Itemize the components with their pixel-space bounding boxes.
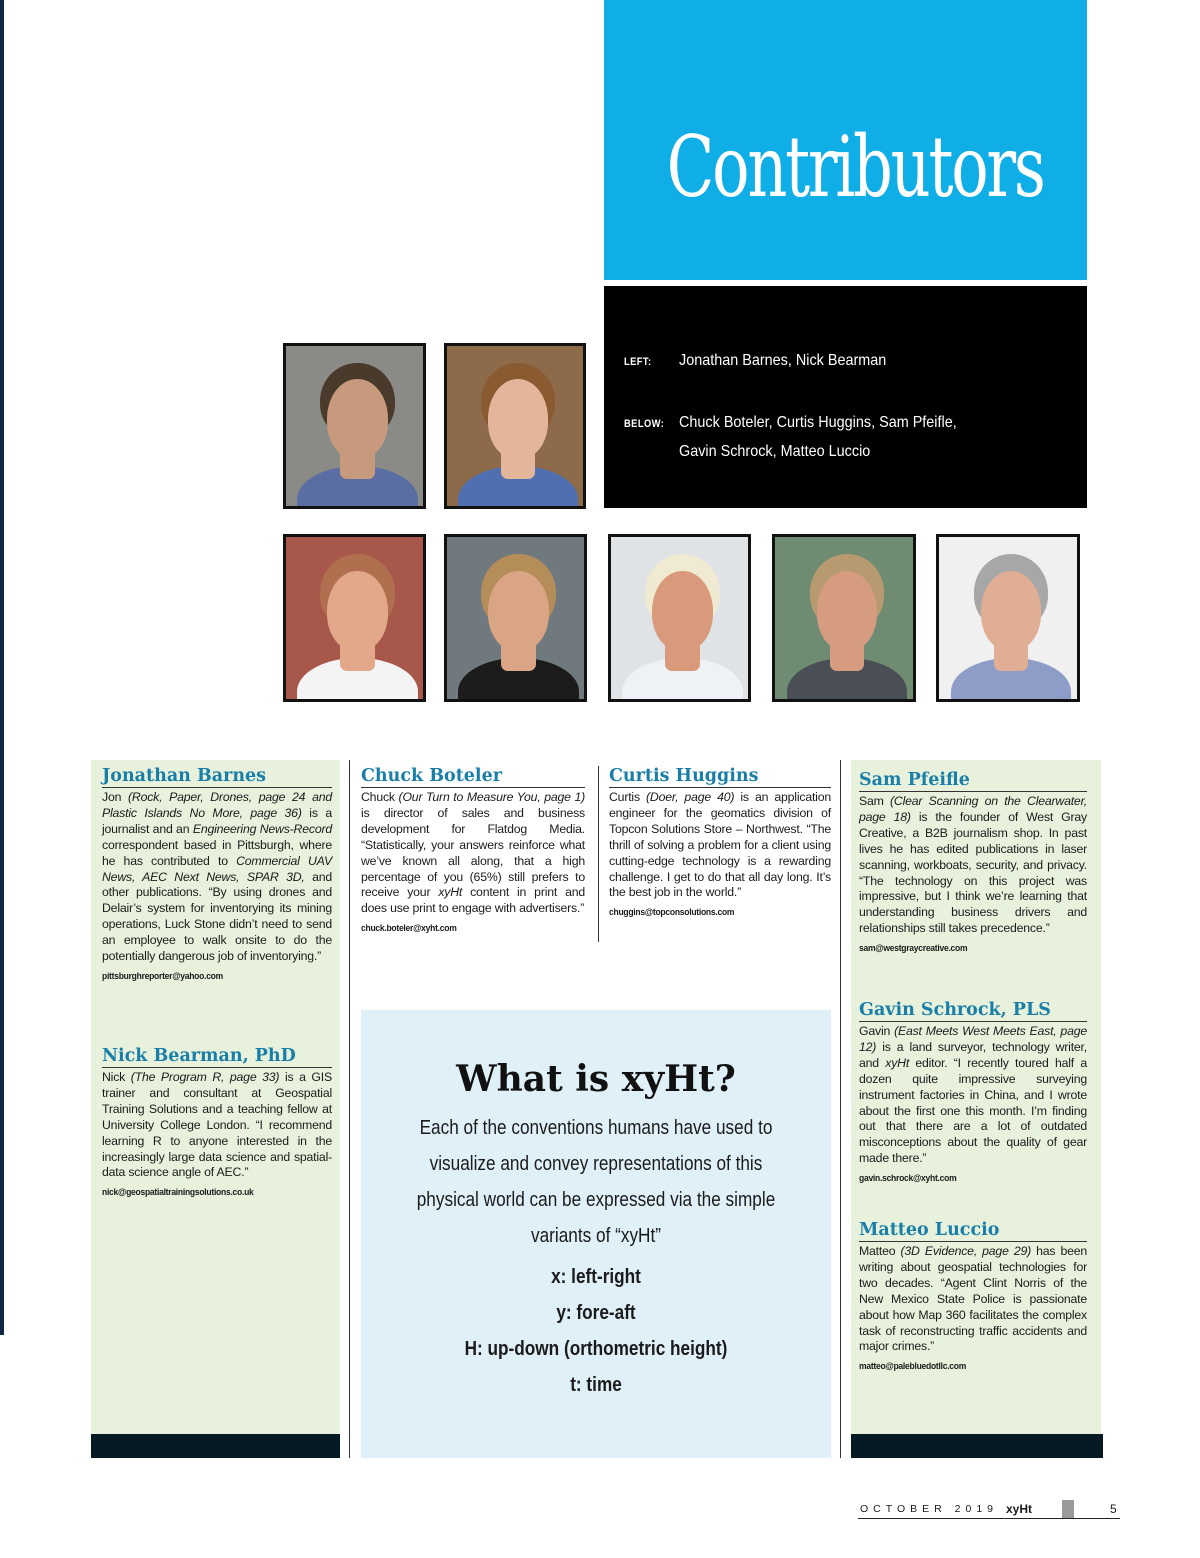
footer-marker: [1062, 1500, 1074, 1518]
caption-left-label: LEFT:: [624, 356, 652, 368]
xyht-def-h: H: up-down (orthometric height): [464, 1338, 728, 1360]
left-edge-bar: [0, 0, 4, 1335]
contributor-photo: [444, 534, 587, 702]
page-number: 5: [1110, 1502, 1117, 1516]
xyht-box-text: Each of the conventions humans have used to visualize and convey representations of this physical world can be expressed via the simple variants of “xyHt”: [416, 1117, 776, 1247]
contributor-name: Matteo Luccio: [859, 1220, 1087, 1242]
contributor-bearman: [102, 1046, 332, 1198]
title-block: [604, 0, 1087, 280]
contributor-email: nick@geospatialtrainingsolutions.co.uk: [102, 1187, 254, 1199]
contributor-boteler: [361, 766, 585, 934]
contributor-photo: [608, 534, 751, 702]
contributor-email: chuck.boteler@xyht.com: [361, 923, 457, 935]
xyht-def-x: x: left-right: [551, 1266, 641, 1288]
contributor-name: Sam Pfeifle: [859, 770, 1087, 792]
contributor-email: pittsburghreporter@yahoo.com: [102, 970, 223, 982]
footer-issue: OCTOBER 2019: [860, 1503, 999, 1515]
column-left: [91, 760, 340, 1458]
contributor-email: chuggins@topconsolutions.com: [609, 907, 735, 919]
contributor-huggins: [609, 766, 831, 918]
column-right: [851, 760, 1101, 1458]
contributor-bio: Chuck (Our Turn to Measure You, page 1) is director of sales and business development for Flatdog Media. “Statistically, your answers reinforce what we’ve known all along, that a high percentage of you (65%) still prefers to receive your xyHt content in print and does use print to engage with advertisers.”: [361, 790, 585, 916]
photo-face: [981, 571, 1041, 652]
column-divider: [598, 766, 599, 942]
photo-face: [488, 571, 548, 652]
contributor-bio: Sam (Clear Scanning on the Clearwater, page 18) is the founder of West Gray Creative, a B2B journalism shop. In past lives he has edited publications in laser scanning, workboats, security, and privacy. “The technology on this project was impressive, but I think we’re learning that understanding business drivers and relationships still takes precedence.”: [859, 794, 1088, 936]
contributor-name: Chuck Boteler: [361, 766, 585, 788]
photo-face: [327, 379, 387, 459]
xyht-box-title: What is xyHt?: [456, 1058, 736, 1100]
contributor-bio: Gavin (East Meets West Meets East, page 12) is a land surveyor, technology writer, and xyHt editor. “I recently toured half a dozen quite impressive surveying instrument factories in China, and I wrote about the first one this month. I’m finding out that there are a lot of outdated misconceptions about the quality of gear made there.”: [859, 1024, 1087, 1166]
contributor-pfeifle: [859, 770, 1087, 954]
contributor-name: Nick Bearman, PhD: [102, 1046, 332, 1068]
contributor-name: Gavin Schrock, PLS: [859, 1000, 1087, 1022]
photo-caption-block: [604, 286, 1087, 508]
contributor-photo: [283, 343, 426, 509]
photo-face: [652, 571, 712, 652]
contributor-luccio: [859, 1220, 1087, 1372]
contributor-bio: Nick (The Program R, page 33) is a GIS trainer and consultant at Geospatial Training Solutions and a teaching fellow at University College London. “I recommend learning R to anyone interested in the increasingly large data science and spatial-data science angle of AEC.”: [102, 1070, 333, 1180]
contributor-photo: [283, 534, 426, 702]
photo-face: [327, 571, 387, 652]
contributor-photo: [936, 534, 1080, 702]
contributor-name: Jonathan Barnes: [102, 766, 332, 788]
photo-face: [488, 379, 548, 459]
contributor-bio: Jon (Rock, Paper, Drones, page 24 and Plastic Islands No More, page 36) is a journalist and an Engineering News-Record correspondent based in Pittsburgh, where he has contributed to Commercial UAV News, AEC Next News, SPAR 3D, and other publications. “By using drones and Delair’s system for inventorying its mining operations, Luck Stone didn’t need to send an employee to walk onsite to do the potentially dangerous job of inventorying.”: [102, 790, 332, 964]
contributor-bio: Matteo (3D Evidence, page 29) has been writing about geospatial technologies for two decades. “Agent Clint Norris of the New Mexico State Police is passionate about how Map 360 facilitates the complex task of reconstructing traffic accidents and major crimes.”: [859, 1244, 1088, 1354]
contributor-schrock: [859, 1000, 1087, 1184]
caption-below-line2: Gavin Schrock, Matteo Luccio: [679, 443, 871, 460]
contributor-email: gavin.schrock@xyht.com: [859, 1173, 957, 1185]
column-footer-bar: [91, 1434, 340, 1458]
xyht-def-t: t: time: [570, 1374, 622, 1396]
caption-below-label: BELOW:: [624, 418, 665, 430]
column-divider: [349, 760, 350, 1458]
contributor-email: matteo@palebluedotllc.com: [859, 1361, 967, 1373]
xyht-def-y: y: fore-aft: [556, 1302, 636, 1324]
column-divider: [840, 760, 841, 1458]
contributor-name: Curtis Huggins: [609, 766, 831, 788]
footer-rule: [858, 1518, 1120, 1519]
contributor-photo: [444, 343, 586, 509]
caption-left-names: Jonathan Barnes, Nick Bearman: [679, 352, 887, 369]
contributor-photo: [772, 534, 916, 702]
column-footer-bar: [851, 1434, 1103, 1458]
contributor-email: sam@westgraycreative.com: [859, 943, 968, 955]
footer-brand: xyHt: [1006, 1502, 1033, 1516]
photo-face: [817, 571, 877, 652]
page-title: Contributors: [666, 118, 1044, 216]
caption-below-line1: Chuck Boteler, Curtis Huggins, Sam Pfeifle,: [679, 414, 957, 431]
contributor-bio: Curtis (Doer, page 40) is an application engineer for the geomatics division of Topcon Solutions Store – Northwest. “The thrill of solving a problem for a client using cutting-edge technology is a rewarding challenge. I get to do that all day long. It’s the best job in the world.”: [609, 790, 831, 900]
what-is-xyht-box: [361, 1010, 831, 1458]
contributor-barnes: [102, 766, 332, 982]
